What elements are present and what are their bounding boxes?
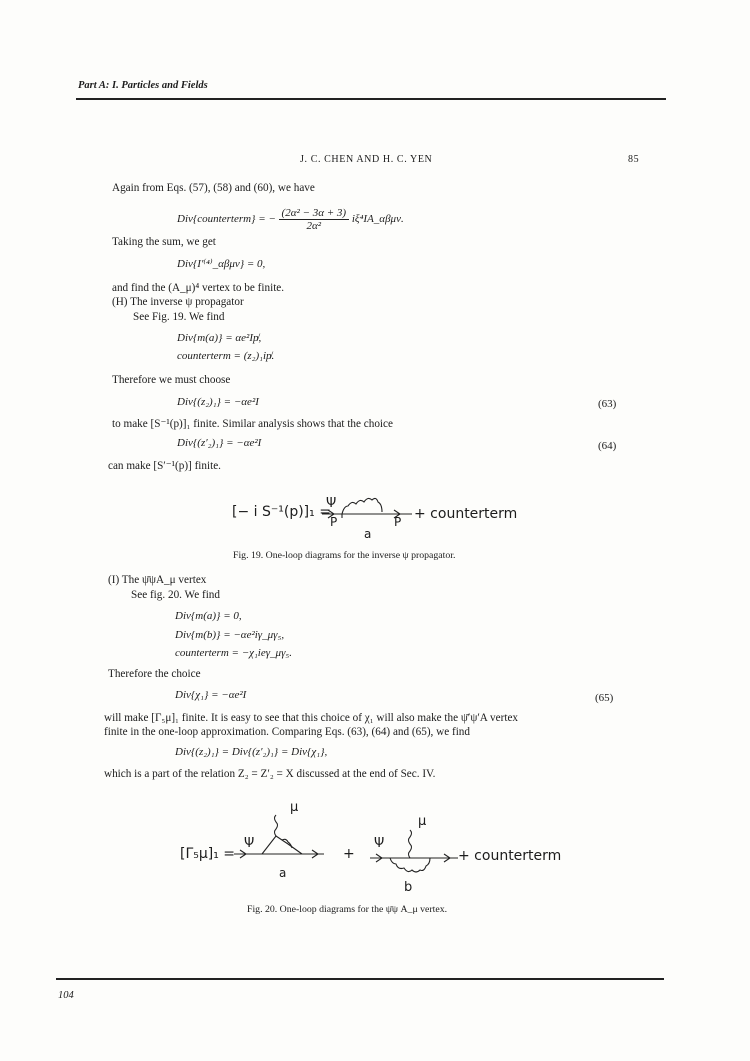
equation: Div{m(a)} = 0,: [175, 610, 242, 622]
equation: Div{(z₂)₁} = −αe²I: [177, 396, 259, 408]
para-line: See Fig. 19. We find: [133, 311, 225, 323]
equation-number: (65): [595, 692, 614, 704]
equation-number: (64): [598, 440, 617, 452]
vertex-triangle: [262, 836, 302, 854]
para-line: can make [S′⁻¹(p)] finite.: [108, 460, 221, 472]
fig20-mu-a: μ: [290, 800, 299, 815]
fig19-counterterm: + counterterm: [414, 506, 518, 522]
equation: Div{I′⁽⁴⁾_αβμν} = 0,: [177, 258, 266, 270]
equation: counterterm = (z₂)₁ip̸.: [177, 350, 275, 362]
fig20-sub-a: a: [279, 866, 287, 880]
page-authors: J. C. CHEN AND H. C. YEN: [300, 154, 433, 165]
figure-caption: Fig. 20. One-loop diagrams for the ψ̄ψ A_μ vertex.: [247, 904, 448, 915]
footer-page-number: 104: [58, 990, 74, 1001]
fig20-psi-b: Ψ: [374, 836, 385, 851]
footer-rule: [56, 978, 664, 980]
equation: Div{(z′₂)₁} = −αe²I: [177, 437, 262, 449]
eq1-fraction: [279, 207, 350, 232]
eq1-rhs: iξ⁴IA_αβμν.: [351, 213, 404, 226]
header-rule: [76, 98, 666, 100]
fig20-sub-b: b: [404, 880, 413, 895]
fig19-lhs: [− i S⁻¹(p)]₁ =: [232, 504, 331, 520]
para-line: Taking the sum, we get: [112, 236, 216, 248]
running-head: Part A: I. Particles and Fields: [78, 80, 208, 91]
para-line: See fig. 20. We find: [131, 589, 220, 601]
para-line: and find the (A_μ)⁴ vertex to be finite.: [112, 282, 285, 294]
figure-caption: Fig. 19. One-loop diagrams for the inverse ψ propagator.: [233, 550, 456, 561]
equation: Div{χ₁} = −αe²I: [175, 689, 247, 701]
equation: Div{m(b)} = −αe²iγ_μγ₅,: [175, 629, 285, 641]
fig20-plus: +: [343, 846, 355, 862]
fig20-diagram-a: [232, 804, 332, 864]
eq1-denominator: 2α²: [306, 220, 322, 232]
equation: Div{(z₂)₁} = Div{(z′₂)₁} = Div{χ₁},: [175, 746, 328, 758]
fig20-mu-b: μ: [418, 814, 427, 829]
photon-loop: [342, 498, 382, 514]
photon-leg: [275, 815, 278, 836]
fig19-sub-a: a: [364, 527, 372, 541]
para-line: to make [S⁻¹(p)]₁ finite. Similar analysis shows that the choice: [112, 418, 393, 430]
para-line: Therefore the choice: [108, 668, 201, 680]
fig19-p-right: P: [394, 515, 402, 529]
section-heading: (H) The inverse ψ propagator: [112, 296, 244, 308]
equation: Div{m(a)} = αe²Ip̸,: [177, 332, 262, 344]
page-number: 85: [628, 154, 640, 165]
para-line: Again from Eqs. (57), (58) and (60), we have: [112, 182, 315, 194]
para-line: finite in the one-loop approximation. Comparing Eqs. (63), (64) and (65), we find: [104, 726, 470, 738]
fig20-psi-a: Ψ: [244, 836, 255, 851]
photon-leg: [409, 830, 412, 858]
fig20-lhs: [Γ₅μ]₁ =: [180, 846, 236, 862]
equation-number: (63): [598, 398, 617, 410]
eq1-lhs: Div{counterterm} = −: [177, 213, 276, 226]
fig20-counterterm: + counterterm: [458, 848, 562, 864]
fig19-psi-label: Ψ: [326, 496, 337, 511]
photon-loop: [390, 858, 430, 872]
para-line: which is a part of the relation Z₂ = Z′₂ = X discussed at the end of Sec. IV.: [104, 768, 436, 780]
section-heading: (I) The ψ̄ψA_μ vertex: [108, 574, 207, 586]
equation: counterterm = −χ₁ieγ_μγ₅.: [175, 647, 292, 659]
para-line: Therefore we must choose: [112, 374, 231, 386]
para-line: will make [Γ₅μ]₁ finite. It is easy to see that this choice of χ₁ will also make the ψ̄′ψ′A vertex: [104, 712, 519, 724]
eq1-numerator: (2α² − 3α + 3): [279, 207, 350, 220]
fig19-p-left: P: [330, 515, 338, 529]
equation-div-counterterm: [177, 207, 404, 232]
